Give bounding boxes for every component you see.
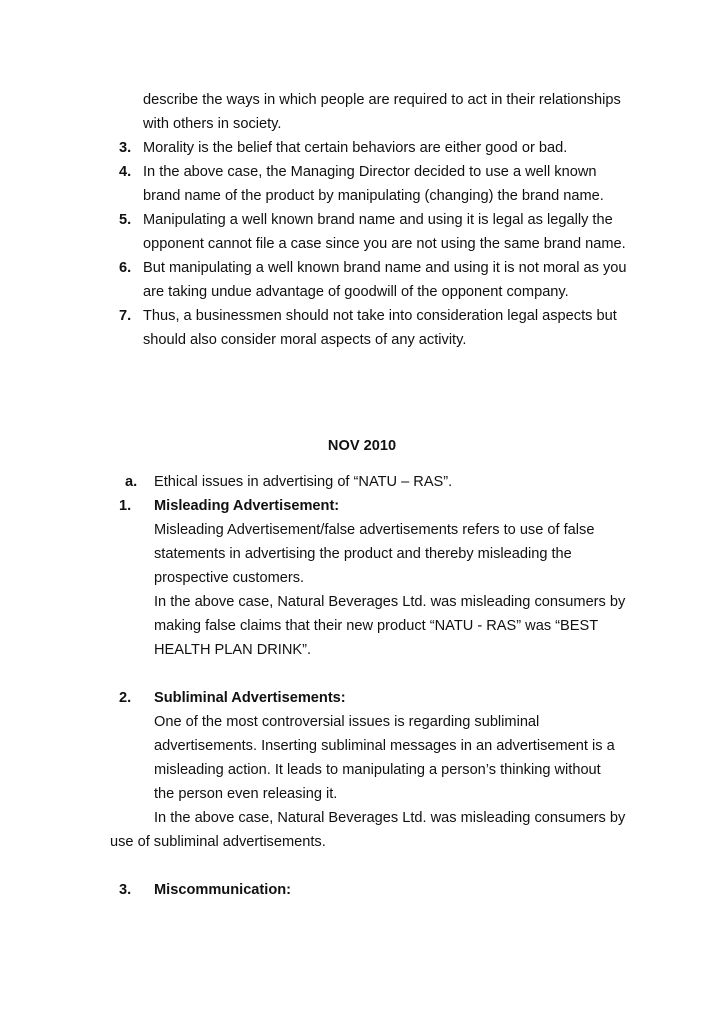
point-text: use of subliminal advertisements.: [110, 834, 326, 850]
point-title: Subliminal Advertisements:: [154, 690, 346, 706]
point-text: the person even releasing it.: [154, 786, 338, 802]
question-label: a.: [125, 474, 138, 490]
list-item-text: brand name of the product by manipulating (changing) the brand name.: [143, 188, 604, 204]
list-item-number: 6.: [119, 260, 132, 276]
list-item-text: But manipulating a well known brand name and using it is not moral as you: [143, 260, 627, 276]
point-text: In the above case, Natural Beverages Ltd. was misleading consumers by: [154, 810, 626, 826]
point-text: statements in advertising the product and thereby misleading the: [154, 546, 572, 562]
point-text: prospective customers.: [154, 570, 305, 586]
point-title: Misleading Advertisement:: [154, 498, 340, 514]
list-item-number: 4.: [119, 164, 132, 180]
list-item-number: 7.: [119, 308, 132, 324]
point-text: making false claims that their new product “NATU - RAS” was “BEST: [154, 618, 599, 634]
list-item-number: 3.: [119, 140, 132, 156]
list-continuation-line: with others in society.: [143, 116, 282, 132]
point-text: misleading action. It leads to manipulating a person’s thinking without: [154, 762, 601, 778]
point-text: HEALTH PLAN DRINK”.: [154, 642, 312, 658]
list-item-text: In the above case, the Managing Director decided to use a well known: [143, 164, 597, 180]
point-number: 1.: [119, 498, 132, 514]
list-item-number: 5.: [119, 212, 132, 228]
section-heading: NOV 2010: [327, 438, 397, 454]
list-item-text: Thus, a businessmen should not take into consideration legal aspects but: [143, 308, 617, 324]
point-number: 3.: [119, 882, 132, 898]
list-item-text: should also consider moral aspects of any activity.: [143, 332, 467, 348]
point-text: Misleading Advertisement/false advertisements refers to use of false: [154, 522, 595, 538]
point-text: advertisements. Inserting subliminal messages in an advertisement is a: [154, 738, 615, 754]
question-text: Ethical issues in advertising of “NATU – RAS”.: [154, 474, 453, 490]
list-continuation-line: describe the ways in which people are required to act in their relationships: [143, 92, 621, 108]
point-text: One of the most controversial issues is regarding subliminal: [154, 714, 540, 730]
list-item-text: Manipulating a well known brand name and using it is legal as legally the: [143, 212, 613, 228]
list-item-text: Morality is the belief that certain behaviors are either good or bad.: [143, 140, 568, 156]
list-item-text: opponent cannot file a case since you are not using the same brand name.: [143, 236, 626, 252]
point-title: Miscommunication:: [154, 882, 292, 898]
list-item-text: are taking undue advantage of goodwill of the opponent company.: [143, 284, 569, 300]
point-number: 2.: [119, 690, 132, 706]
point-text: In the above case, Natural Beverages Ltd. was misleading consumers by: [154, 594, 626, 610]
